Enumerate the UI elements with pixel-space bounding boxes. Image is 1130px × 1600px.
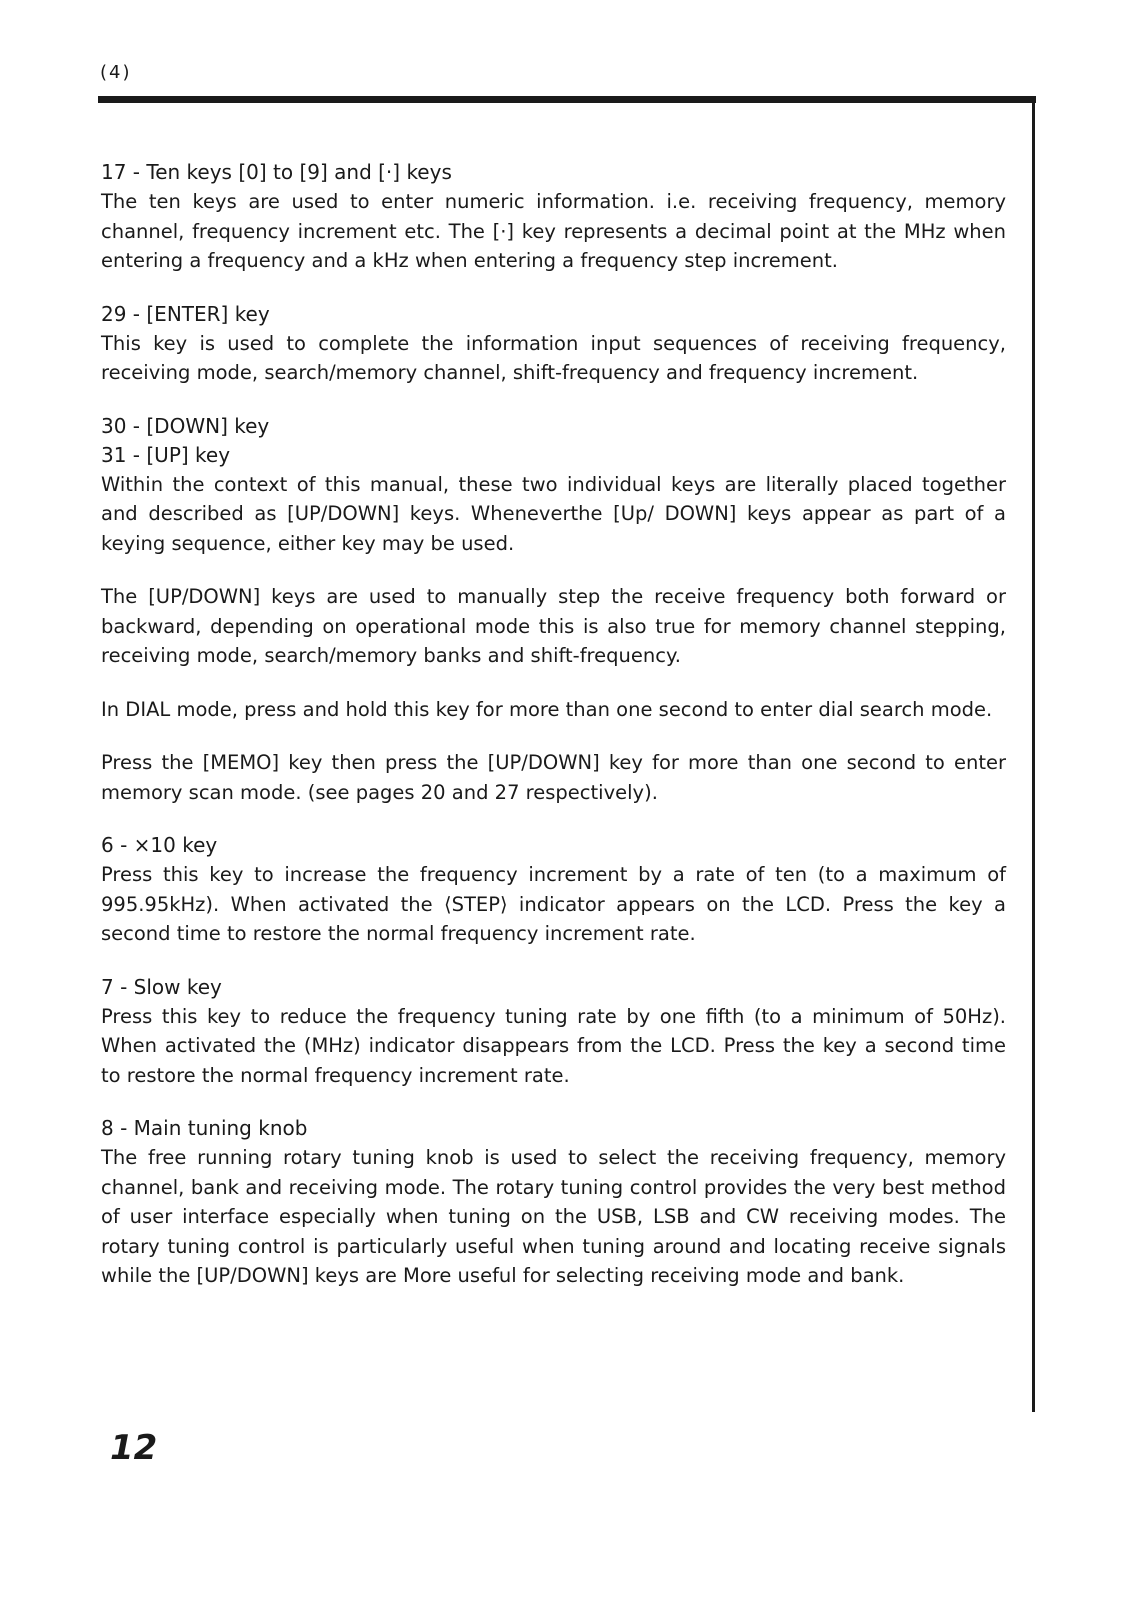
section-enter-key: [101, 300, 1006, 388]
page-number: 12: [110, 1428, 158, 1468]
section-paragraph: Within the context of this manual, these two individual keys are literally placed together and described as [UP/DOWN] keys. Wheneverthe [Up/ DOWN] keys appear as part of a keying sequence, either key may be used.: [101, 472, 1006, 555]
section-paragraph: Press the [MEMO] key then press the [UP/DOWN] key for more than one second to enter memory scan mode. (see pages 20 and 27 respectively).: [101, 751, 1006, 804]
section-paragraph: This key is used to complete the information input sequences of receiving frequency, receiving mode, search/memory channel, shift-frequency and frequency increment.: [101, 331, 1006, 384]
section-heading: 31 - [UP] key: [101, 442, 231, 467]
section-ten-keys: [101, 158, 1006, 276]
section-paragraph: The [UP/DOWN] keys are used to manually step the receive frequency both forward or backward, depending on operational mode this is also true for memory channel stepping, receiving mode, search/memory banks and shift-frequency.: [101, 585, 1006, 667]
section-up-down-keys: [101, 412, 1006, 808]
section-paragraph: Press this key to increase the frequency increment by a rate of ten (to a maximum of 995.95kHz). When activated the ⟨STEP⟩ indicator appears on the LCD. Press the key a second time to restore the normal frequency increment rate.: [101, 863, 1006, 945]
section-heading: 30 - [DOWN] key: [101, 413, 270, 438]
section-heading: 8 - Main tuning knob: [101, 1116, 308, 1140]
section-x10-key: [101, 831, 1006, 949]
section-heading: 17 - Ten keys [0] to [9] and [·] keys: [101, 160, 452, 184]
section-heading: 6 - ×10 key: [101, 833, 218, 857]
section-slow-key: [101, 973, 1006, 1091]
header-rule: [98, 96, 1036, 103]
section-heading: 29 - [ENTER] key: [101, 301, 270, 326]
section-main-tuning-knob: [101, 1114, 1006, 1291]
page-content: [101, 158, 1006, 1315]
margin-rule: [1032, 96, 1035, 1412]
section-paragraph: Press this key to reduce the frequency tuning rate by one fifth (to a minimum of 50Hz). When activated the (MHz) indicator disappears from the LCD. Press the key a second time to restore the normal frequency increment rate.: [101, 1004, 1006, 1087]
section-paragraph: In DIAL mode, press and hold this key for more than one second to enter dial search mode.: [101, 697, 993, 721]
section-paragraph: The ten keys are used to enter numeric information. i.e. receiving frequency, memory channel, frequency increment etc. The [·] key represents a decimal point at the MHz when entering a frequency and a kHz when entering a frequency step increment.: [101, 190, 1006, 272]
section-paragraph: The free running rotary tuning knob is used to select the receiving frequency, memory channel, bank and receiving mode. The rotary tuning control provides the very best method of user interface especially when tuning on the USB, LSB and CW receiving modes. The rotary tuning control is particularly useful when tuning around and locating receive signals while the [UP/DOWN] keys are More useful for selecting receiving mode and bank.: [101, 1146, 1006, 1287]
section-heading: 7 - Slow key: [101, 974, 222, 999]
section-reference: (4): [100, 62, 132, 83]
